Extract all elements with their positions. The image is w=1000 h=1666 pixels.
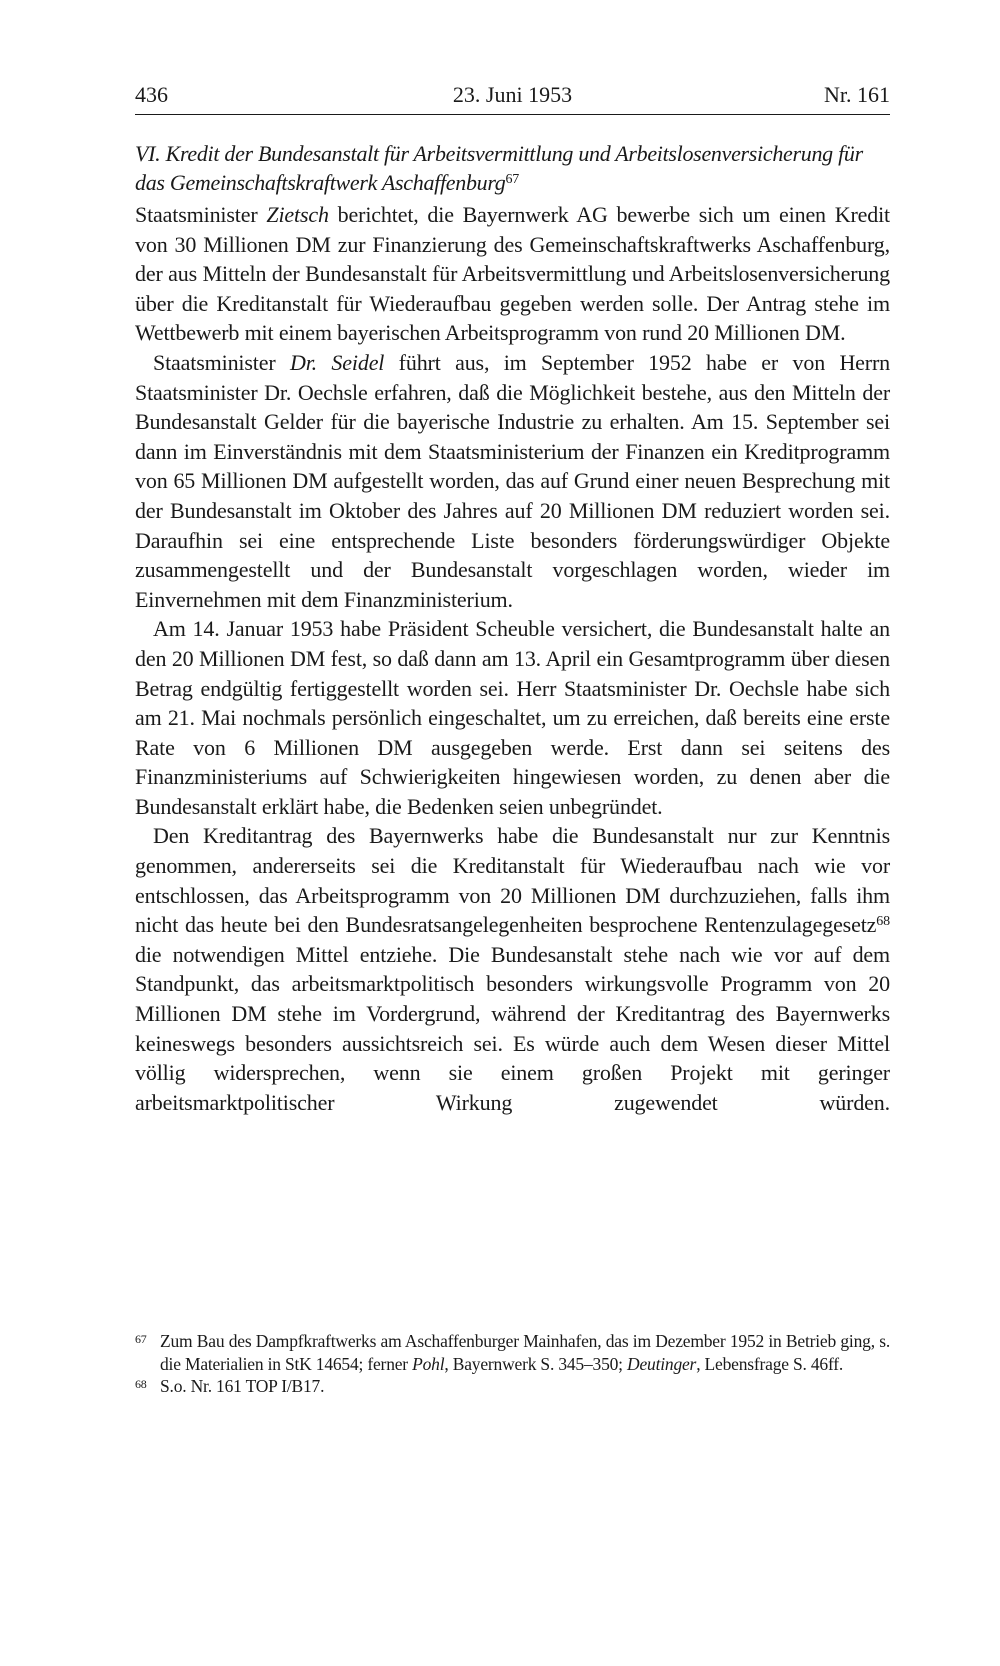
- paragraph-text: Staatsminister: [153, 349, 290, 375]
- paragraph-text: Den Kreditantrag des Bayernwerks habe die Bundesanstalt nur zur Kenntnis genommen, andererseits sei die Kreditanstalt für Wiederaufbau nach wie vor entschlossen, das Arbeitsprogramm von 20 Millionen DM durchzuziehen, falls ihm nicht das heute bei den Bundesratsangelegenheiten besprochene Rentenzulagegesetz: [135, 823, 890, 938]
- footnote-ref-68[interactable]: 68: [876, 914, 890, 930]
- author-name: Pohl: [412, 1353, 445, 1374]
- footnote-number: 68: [135, 1377, 147, 1391]
- session-date: 23. Juni 1953: [452, 82, 573, 107]
- paragraph-text: Am 14. Januar 1953 habe Präsident Scheuble versichert, die Bundesanstalt halte an den 20 Millionen DM fest, so daß dann am 13. April ein Gesamtprogramm über diesen Betrag endgültig fertiggestellt worden sei. Herr Staatsminister Dr. Oechsle habe sich am 21. Mai nochmals persönlich eingeschaltet, um zu erreichen, daß bereits eine erste Rate von 6 Millionen DM ausgegeben werde. Erst dann sei seitens des Finanzministeriums auf Schwierigkeiten hingewiesen worden, zu denen aber die Bundesanstalt erklärt habe, die Bedenken seien unbegründet.: [135, 616, 890, 819]
- body-text: [135, 200, 890, 1117]
- running-head: [135, 80, 890, 115]
- footnote-number: 67: [135, 1332, 147, 1346]
- footnote-text: , Lebensfrage S. 46ff.: [696, 1353, 844, 1374]
- paragraph-text: die notwendigen Mittel entziehe. Die Bundesanstalt stehe nach wie vor auf dem Standpunkt, das arbeitsmarktpolitisch besonders wirkungsvolle Programm von 20 Millionen DM stehe im Vordergrund, während der Kreditantrag des Bayernwerks keineswegs besonders aussichtsreich sei. Es würde auch dem Wesen dieser Mittel völlig widersprechen, wenn sie einem großen Projekt mit geringer arbeitsmarktpolitischer Wirkung zugewendet würden.: [135, 941, 890, 1115]
- paragraph-4: [135, 821, 890, 1117]
- footnote-text: S.o. Nr. 161 TOP I/B17.: [160, 1376, 325, 1396]
- footnote-text: , Bayernwerk S. 345–350;: [444, 1353, 628, 1374]
- author-name: Deutinger: [627, 1353, 697, 1374]
- footnote-68: [135, 1375, 890, 1398]
- paragraph-1: [135, 200, 890, 348]
- document-page: [135, 80, 890, 1117]
- document-number: Nr. 161: [824, 82, 890, 107]
- speaker-name: Dr. Seidel: [289, 349, 385, 375]
- paragraph-3: [135, 614, 890, 821]
- footnotes: [135, 1330, 890, 1398]
- footnote-text: Zum Bau des Dampfkraftwerks am Aschaffenburger Mainhafen, das im Dezember 1952 in Betrieb ging, s. die Materialien in StK 14654; ferner: [160, 1331, 890, 1374]
- paragraph-text: führt aus, im September 1952 habe er von Herrn Staatsminister Dr. Oechsle erfahren, daß die Möglichkeit bestehe, aus den Mitteln der Bundesanstalt Gelder für die bayerische Industrie zu erhalten. Am 15. September sei dann im Einverständnis mit dem Staatsministerium der Finanzen ein Kreditprogramm von 65 Millionen DM aufgestellt worden, das auf Grund einer neuen Besprechung mit der Bundesanstalt im Oktober des Jahres auf 20 Millionen DM reduziert worden sei. Daraufhin sei eine entsprechende Liste besonders förderungswürdiger Objekte zusammengestellt und der Bundesanstalt vorgeschlagen worden, wieder im Einvernehmen mit dem Finanzministerium.: [135, 349, 890, 612]
- speaker-name: Zietsch: [266, 202, 329, 227]
- footnote-ref-67[interactable]: 67: [505, 172, 519, 187]
- paragraph-text: berichtet, die Bayernwerk AG bewerbe sich um einen Kredit von 30 Millionen DM zur Finanzierung des Gemeinschaftskraftwerks Aschaffenburg, der aus Mitteln der Bundesanstalt für Arbeitsvermittlung und Arbeitslosenversicherung über die Kreditanstalt für Wiederaufbau gegeben werden solle. Der Antrag stehe im Wettbewerb mit einem bayerischen Arbeitsprogramm von rund 20 Millionen DM.: [135, 202, 891, 346]
- section-heading: [135, 139, 890, 197]
- page-number: 436: [135, 82, 168, 107]
- paragraph-2: [135, 348, 890, 614]
- section-title-text: VI. Kredit der Bundesanstalt für Arbeitsvermittlung und Arbeitslosenversicherung für das Gemeinschaftskraftwerk Aschaffenburg: [135, 141, 863, 195]
- paragraph-text: Staatsminister: [135, 202, 267, 227]
- footnote-67: [135, 1330, 890, 1375]
